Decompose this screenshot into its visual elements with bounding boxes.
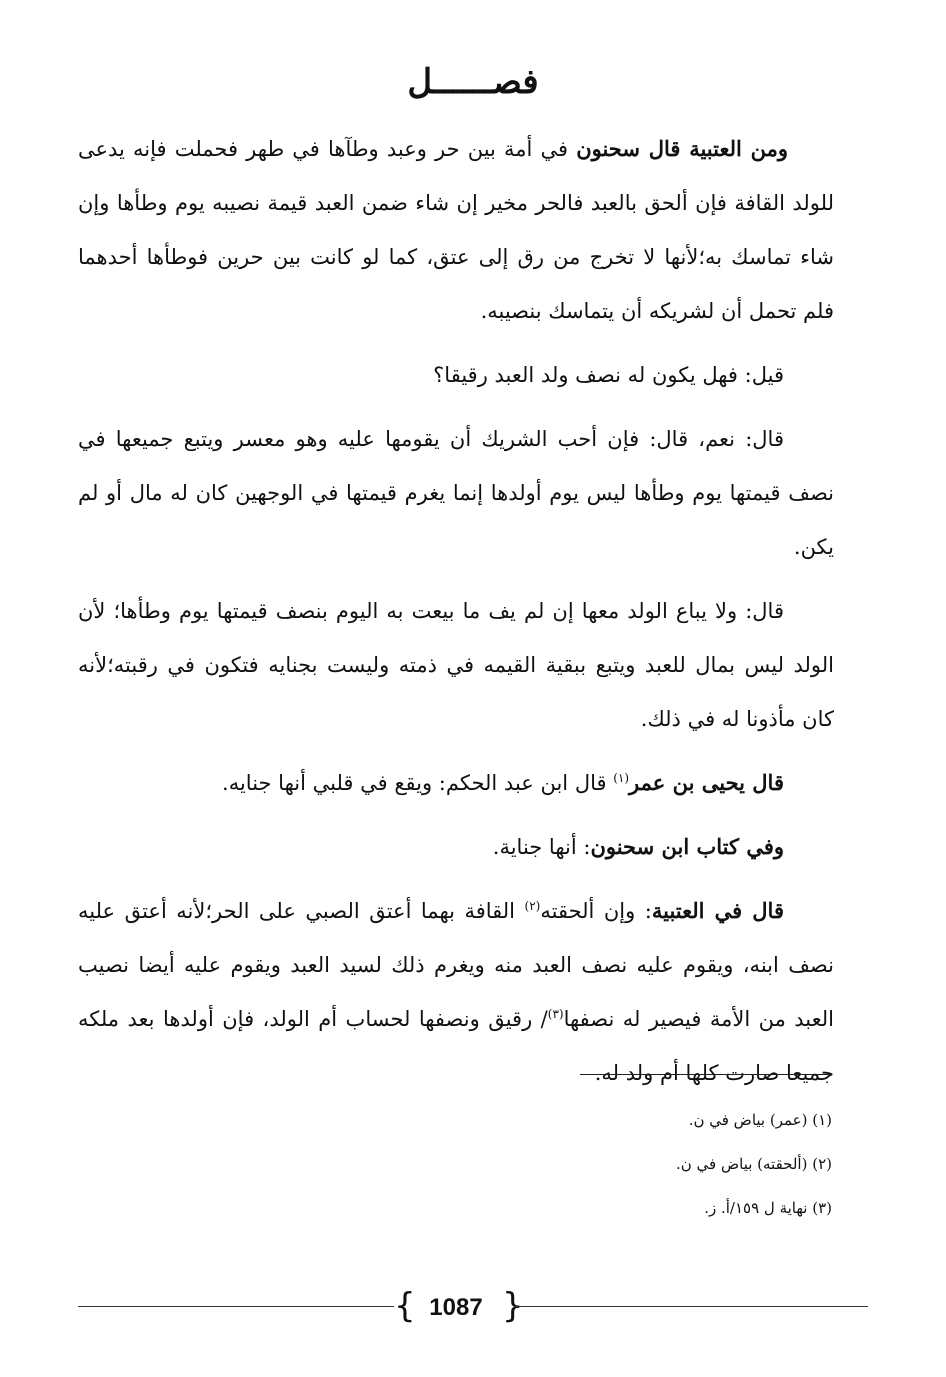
paragraph-6 [78,820,834,874]
paragraph-7-text-b: القافة بهما أعتق الصبي على الحر؛لأنه أعتق عليه نصف ابنه، ويقوم عليه نصف العبد منه ويغرم ذلك لسيد العبد ويقوم عليه أيضا نصيب العبد من الأمة فيصير له نصفها [78,899,834,1031]
paragraph-7-lead: قال في العتبية [651,898,784,923]
paragraph-1-text: في أمة بين حر وعبد وطآها في طهر فحملت فإنه يدعى للولد القافة فإن ألحق بالعبد فالحر مخير إن شاء ضمن العبد قيمة نصيبه يوم وطأها وإن شاء تماسك به؛لأنها لا تخرج من رق إلى عتق، كما لو كانت بين حرين فوطأها أحدهما فلم تحمل أن لشريكه أن يتماسك بنصيبه. [78,137,834,323]
footnote-ref-2: (٢) [524,899,541,913]
page-number-bracket-left: { [394,1286,416,1326]
footnotes [500,1098,832,1230]
footnote-ref-3: (٣) [547,1007,564,1021]
paragraph-5-text: قال ابن عبد الحكم: ويقع في قلبي أنها جنايه. [222,771,614,795]
paragraph-6-lead: وفي كتاب ابن سحنون [590,834,784,859]
paragraph-2-text: قيل: فهل يكون له نصف ولد العبد رقيقا؟ [433,363,784,387]
paragraph-5-lead: قال يحيى بن عمر [629,770,784,795]
paragraph-7-text-c: / رقيق ونصفها لحساب أم الولد، فإن أولدها بعد ملكه جميعا صارت كلها أم ولد له. [78,1007,834,1085]
paragraph-7-text-a: : وإن ألحقته [540,899,652,923]
paragraph-1-lead: ومن العتبية قال سحنون [576,136,788,161]
paragraph-2 [78,348,834,402]
footer-rule-right [514,1306,868,1307]
paragraph-3 [78,412,834,574]
section-title: فصــــــل [407,62,539,102]
footer-rule-left [78,1306,394,1307]
main-text [78,122,834,1110]
paragraph-6-text: : أنها جناية. [492,835,591,859]
page-footer [78,1286,868,1330]
paragraph-5 [78,756,834,810]
footnote-2: (٢) (ألحقته) بياض في ن. [676,1155,832,1173]
paragraph-7 [78,884,834,1100]
footnote-1: (١) (عمر) بياض في ن. [688,1111,832,1129]
footnote-separator [580,1074,832,1075]
footnote-3: (٣) نهاية ل ١٥٩/أ. ز. [704,1199,832,1217]
page-number: 1087 [429,1294,483,1321]
page-number-bracket-right: } [502,1286,524,1326]
paragraph-3-text: قال: نعم، قال: فإن أحب الشريك أن يقومها عليه وهو معسر ويتبع جميعها في نصف قيمتها يوم وطأها ليس يوم أولدها إنما يغرم قيمتها في الوجهين كان له مال أو لم يكن. [78,427,834,559]
footnote-ref-1: (١) [613,771,630,785]
paragraph-4-text: قال: ولا يباع الولد معها إن لم يف ما بيعت به اليوم بنصف قيمتها يوم وطأها؛ لأن الولد ليس بمال للعبد ويتبع ببقية القيمه في ذمته وليست بجنايه فتكون في رقبته؛لأنه كان مأذونا له في ذلك. [78,599,834,731]
paragraph-4 [78,584,834,746]
paragraph-1 [78,122,834,338]
